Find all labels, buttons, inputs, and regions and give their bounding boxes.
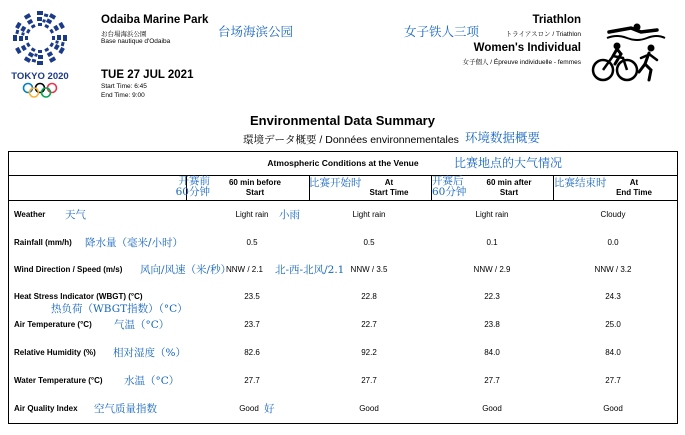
row-label-rainfall-cn: 降水量（毫米/小时）	[85, 237, 184, 249]
row-label-air-quality: Air Quality Index	[14, 404, 78, 413]
column-header-cn: 比赛开始时	[309, 177, 362, 189]
column-header-after-start: 60 min after Start	[486, 178, 532, 197]
row-label-wbgt: Heat Stress Indicator (WBGT) (°C)	[14, 292, 143, 301]
column-header-before-start: 60 min before Start	[228, 178, 281, 197]
conditions-table	[8, 151, 678, 424]
table-cell: 25.0	[605, 320, 621, 329]
table-cell: Light rain	[235, 210, 269, 219]
row-label-rainfall: Rainfall (mm/h)	[14, 238, 72, 247]
table-cell: 24.3	[605, 292, 621, 301]
table-cell: Good	[482, 404, 502, 413]
table-cell-cn: 好	[264, 403, 275, 415]
table-cell: Good	[603, 404, 623, 413]
table-cell: 23.7	[244, 320, 260, 329]
venue-name: Odaiba Marine Park	[101, 14, 209, 26]
row-label-air-quality-cn: 空气质量指数	[94, 403, 157, 415]
row-label-water-temp-cn: 水温（°C）	[124, 375, 180, 387]
column-header-cn: 开赛后60分钟	[432, 175, 467, 198]
venue-name-jp: お台場海浜公園	[101, 31, 147, 38]
table-cell: 23.8	[484, 320, 500, 329]
table-cell: 22.7	[361, 320, 377, 329]
row-label-wind-cn: 风向/风速（米/秒）	[140, 264, 232, 276]
table-cell: Good	[239, 404, 259, 413]
triathlon-pictogram-icon	[587, 18, 667, 88]
table-cell: 0.0	[607, 238, 619, 247]
row-label-humidity-cn: 相对湿度（%）	[113, 347, 186, 359]
row-label-wbgt-cn: 热负荷（WBGT指数）（°C）	[51, 303, 188, 315]
table-cell: 27.7	[484, 376, 500, 385]
column-header-at-start: At Start Time	[369, 178, 409, 197]
start-time: Start Time: 6:45	[101, 83, 147, 90]
table-cell: 27.7	[244, 376, 260, 385]
venue-name-cn: 台场海滨公园	[218, 24, 294, 39]
column-header-cn: 比赛结束时	[554, 177, 607, 189]
table-cell: Light rain	[475, 210, 509, 219]
row-label-wind: Wind Direction / Speed (m/s)	[14, 265, 123, 274]
row-label-air-temp: Air Temperature (°C)	[14, 320, 92, 329]
table-cell: Good	[359, 404, 379, 413]
table-cell: NNW / 2.1	[226, 265, 263, 274]
table-cell: Light rain	[352, 210, 386, 219]
page-title: Environmental Data Summary	[250, 113, 435, 128]
table-cell: 82.6	[244, 348, 260, 357]
table-cell: 84.0	[605, 348, 621, 357]
end-time: End Time: 9:00	[101, 92, 145, 99]
table-cell: NNW / 3.2	[594, 265, 632, 274]
venue-name-fr: Base nautique d'Odaiba	[101, 38, 171, 45]
table-cell: 27.7	[361, 376, 377, 385]
table-cell: 0.5	[363, 238, 375, 247]
tokyo-2020-emblem-icon	[8, 8, 72, 98]
sport-name: Triathlon	[532, 14, 581, 26]
column-header-cn: 开赛前60分钟	[175, 175, 210, 198]
table-cell: NNW / 2.9	[473, 265, 511, 274]
table-cell: Cloudy	[600, 210, 626, 219]
sport-name-translations: トライアスロン / Triathlon	[505, 31, 581, 38]
event-name: Women's Individual	[473, 42, 581, 54]
table-cell: 0.1	[486, 238, 498, 247]
page-title-cn: 环境数据概要	[465, 130, 541, 145]
row-label-weather-cn: 天气	[65, 209, 86, 221]
event-name-cn: 女子铁人三项	[404, 24, 480, 39]
event-name-translations: 女子個人 / Épreuve individuelle - femmes	[462, 59, 581, 66]
row-label-humidity: Relative Humidity (%)	[14, 348, 96, 357]
table-heading: Atmospheric Conditions at the Venue	[267, 158, 419, 168]
event-date: TUE 27 JUL 2021	[101, 69, 194, 81]
logo-text: TOKYO 2020	[11, 71, 69, 82]
table-cell: 92.2	[361, 348, 377, 357]
table-cell: 22.3	[484, 292, 500, 301]
table-cell: 84.0	[484, 348, 500, 357]
page-subtitle: 環境データ概要 / Données environnementales	[243, 134, 459, 146]
table-cell: 0.5	[246, 238, 258, 247]
table-heading-cn: 比赛地点的大气情况	[454, 156, 563, 170]
table-cell-cn: 小雨	[279, 209, 300, 221]
table-cell: 22.8	[361, 292, 377, 301]
table-cell: 27.7	[605, 376, 621, 385]
row-label-weather: Weather	[14, 210, 46, 219]
table-cell: NNW / 3.5	[350, 265, 388, 274]
table-cell-cn: 北-西-北风/2.1	[275, 264, 345, 276]
table-cell: 23.5	[244, 292, 260, 301]
row-label-water-temp: Water Temperature (°C)	[14, 376, 103, 385]
row-label-air-temp-cn: 气温（°C）	[114, 319, 170, 331]
column-header-at-end: At End Time	[616, 178, 652, 197]
